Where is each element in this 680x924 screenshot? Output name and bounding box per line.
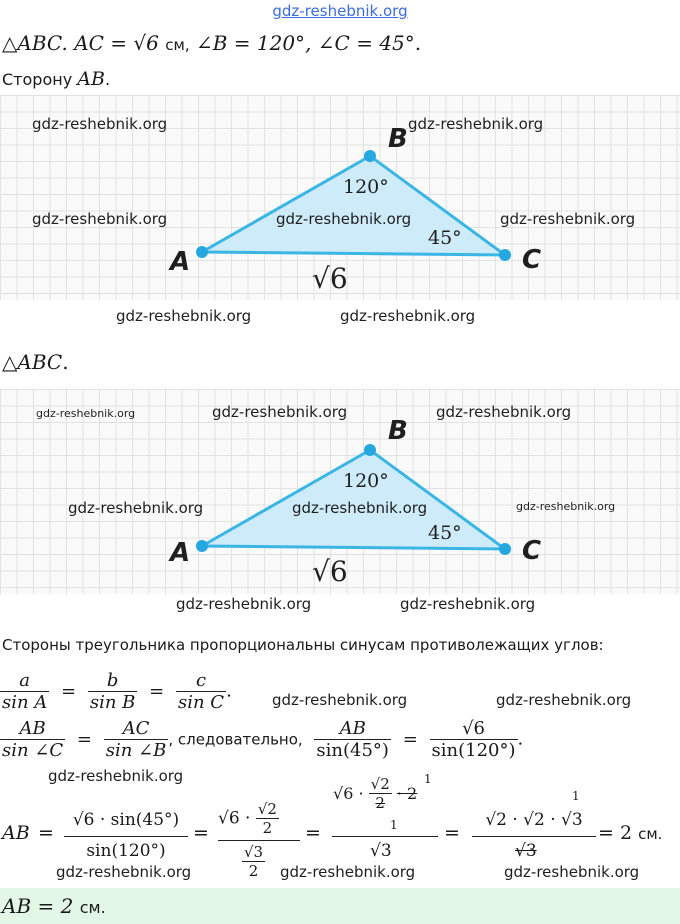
frac-num: AB [339,718,366,739]
given-angle-b: ∠B = 120°, [195,31,312,55]
watermark: gdz-reshebnik.org [280,863,416,881]
watermark: gdz-reshebnik.org [436,403,572,421]
fraction-bar [218,840,300,841]
frac-den: 2 [369,793,392,812]
find-label: Сторону [2,70,73,89]
equals-sign: = [444,822,460,844]
find-side: AB [77,68,105,90]
frac-den: sin C [177,692,225,713]
watermark: gdz-reshebnik.org [516,500,616,513]
computation-lhs: AB [2,822,30,844]
frac-den: 2 [256,818,279,837]
vertex-b-label: B [388,124,408,154]
frac-den: sin A [2,692,48,713]
equals-sign: = [193,822,209,844]
equals-sign: = [402,728,418,750]
theorem-text: Стороны треугольника пропорциональны синусам противолежащих углов: [2,636,604,654]
step2-inner-frac [256,800,279,837]
vertex-a-label-2: A [170,538,191,568]
angle-b-label-2: 120° [343,470,389,492]
frac-num: √6 [462,718,485,739]
fraction-bar [332,836,438,837]
answer-unit: см. [79,898,106,917]
point-b-2 [364,444,376,456]
period: . [517,728,524,750]
frac-num: c [195,670,207,691]
step4-denominator: √3 [515,841,537,861]
proportion-row [0,718,523,761]
step2-denominator [242,843,265,880]
frac-num: √2 [257,800,277,818]
watermark: gdz-reshebnik.org [292,499,428,517]
step3-dot2: · 2 [396,784,418,803]
equals-sign: = [61,680,77,702]
frac-ab-sin-c [0,718,65,761]
frac-num: √2 [370,775,390,793]
find-line [2,68,110,90]
step3-sqrt6: √6 · [333,784,364,803]
step3-inner-frac [369,775,392,812]
watermark: gdz-reshebnik.org [272,691,408,709]
point-b [364,150,376,162]
step1-denominator: sin(120°) [86,841,166,861]
step4-cancel-one: 1 [572,789,580,803]
frac-num: AB [19,718,46,739]
step3-numerator [333,775,417,812]
watermark: gdz-reshebnik.org [32,210,168,228]
step2-den-frac [242,843,265,880]
frac-den: sin(45°) [316,740,389,761]
step3-cancel-one: 1 [424,772,432,786]
vertex-b-label-2: B [388,416,408,446]
solution-triangle: △ABC [2,350,63,374]
watermark: gdz-reshebnik.org [56,863,192,881]
answer-box [0,888,680,924]
frac-num: a [19,670,31,691]
frac-den: sin ∠B [105,740,167,761]
law-of-sines-row [0,670,232,713]
equals-sign: = [305,822,321,844]
frac-num: AC [122,718,150,739]
watermark: gdz-reshebnik.org [500,210,636,228]
vertex-c-label: C [522,245,542,275]
given-ac: AC = √6 [74,31,159,55]
frac-num: b [106,670,119,691]
step3-cancel-one-bottom: 1 [390,818,398,832]
period: . [226,680,232,702]
result-value: = 2 [598,822,633,844]
solution-dot: . [62,350,69,374]
vertex-c-label-2: C [522,536,542,566]
step3-denominator: √3 [370,841,392,861]
frac-c-sin-c [176,670,226,713]
frac-sqrt6-sin120 [430,718,518,761]
watermark: gdz-reshebnik.org [276,210,412,228]
watermark: gdz-reshebnik.org [32,115,168,133]
watermark: gdz-reshebnik.org [400,595,536,613]
result-unit: см. [638,825,663,843]
given-triangle: △ABC. [2,31,68,55]
given-cm: см, [165,36,190,54]
equals-sign: = [149,680,165,702]
watermark: gdz-reshebnik.org [496,691,632,709]
frac-num: √3 [244,843,264,861]
equals-sign: = [76,728,92,750]
solution-label [2,350,69,374]
frac-den: sin B [89,692,136,713]
angle-b-label: 120° [343,176,389,198]
watermark: gdz-reshebnik.org [36,407,136,420]
watermark: gdz-reshebnik.org [68,499,204,517]
step2-numerator [218,800,279,837]
frac-den: sin ∠C [2,740,64,761]
frac-a-sin-a [0,670,49,713]
side-ac-label-2: √6 [312,555,348,588]
given-line [2,31,421,55]
watermark: gdz-reshebnik.org [116,307,252,325]
fraction-bar [64,836,188,837]
step1-numerator: √6 · sin(45°) [72,810,180,830]
watermark: gdz-reshebnik.org [504,863,640,881]
vertex-a-label: A [170,247,191,277]
fraction-bar [472,836,596,837]
angle-c-label-2: 45° [428,522,462,544]
site-header-link[interactable]: gdz-reshebnik.org [272,2,408,20]
equals-sign: = [38,822,54,844]
frac-den: sin(120°) [431,740,516,761]
angle-c-label: 45° [428,227,462,249]
point-c-2 [499,543,511,555]
step4-numerator: √2 · √2 · √3 [485,810,583,830]
watermark: gdz-reshebnik.org [340,307,476,325]
therefore-text: , следовательно, [168,730,303,749]
answer-text: AB = 2 [2,894,74,918]
frac-ac-sin-b [104,718,169,761]
side-ac-label: √6 [312,262,348,295]
frac-den: 2 [242,861,265,880]
watermark: gdz-reshebnik.org [212,403,348,421]
point-a-2 [196,540,208,552]
find-dot: . [104,70,111,89]
frac-ab-sin45 [314,718,391,761]
answer-line [2,894,106,918]
computation-result [598,822,662,844]
watermark: gdz-reshebnik.org [48,767,184,785]
point-a [196,246,208,258]
point-c [499,249,511,261]
step2-sqrt6: √6 · [218,808,251,829]
given-angle-c: ∠C = 45°. [317,31,422,55]
watermark: gdz-reshebnik.org [408,115,544,133]
frac-b-sin-b [88,670,138,713]
watermark: gdz-reshebnik.org [176,595,312,613]
